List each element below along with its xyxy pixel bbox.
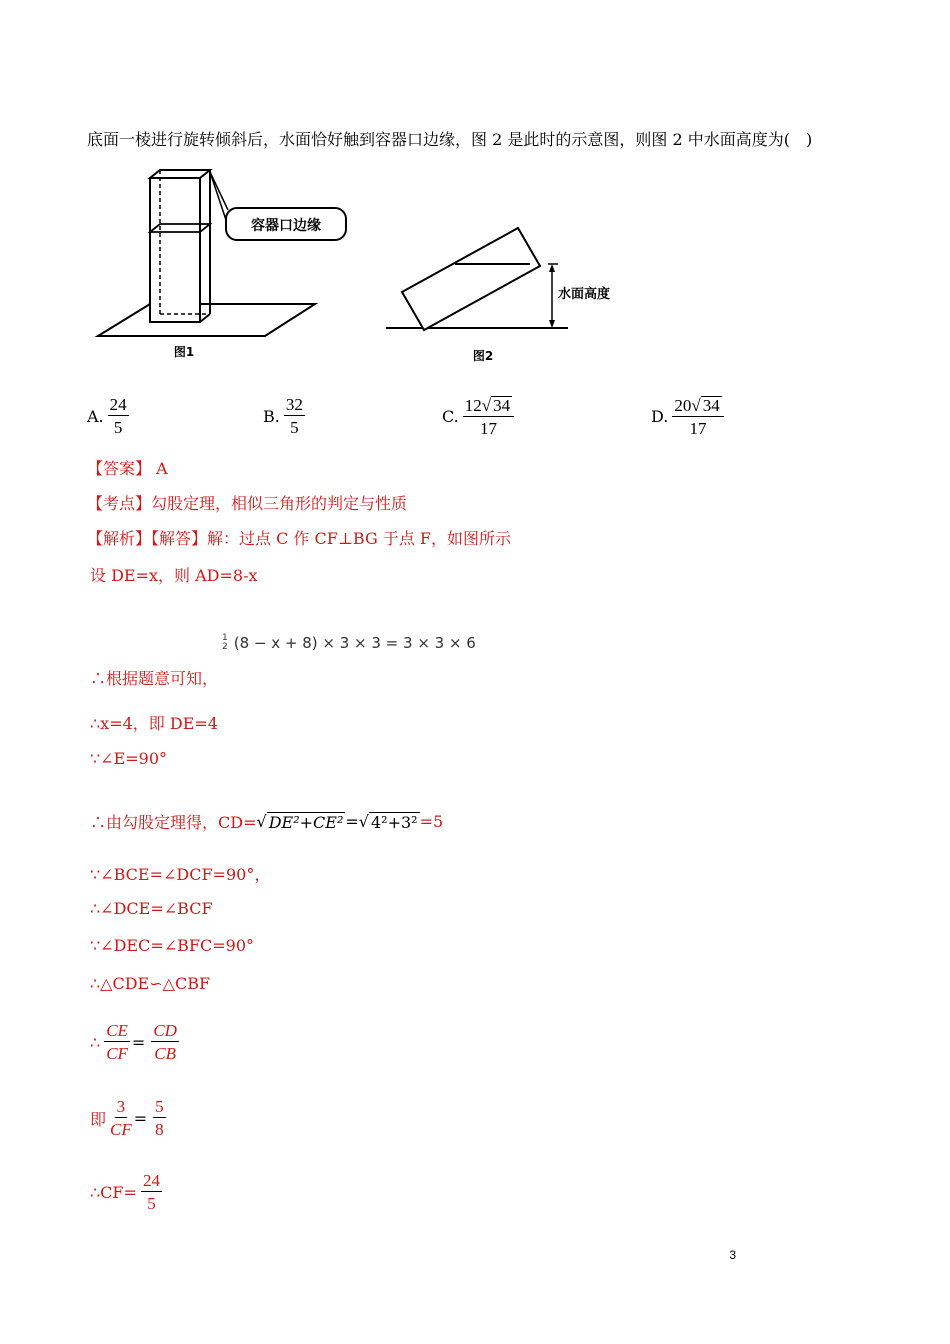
fig1-caption: 图1 — [173, 345, 195, 359]
callout-text: 容器口边缘 — [251, 218, 321, 234]
option-c[interactable]: C. $\frac{12√ 34}{17}$ — [442, 396, 514, 437]
figure-1 — [90, 160, 350, 365]
option-d[interactable]: D. $\frac{20√ 34}{17}$ — [651, 396, 724, 437]
tilted-container — [402, 228, 540, 330]
ratio-1: ∴ $\frac{CE}{CF}$ = $\frac{CD}{CB}$ — [90, 1021, 177, 1063]
option-a[interactable]: A. $\frac{24}{5}$ — [87, 395, 127, 437]
base-plane — [98, 304, 315, 336]
fig2-caption: 图2 — [472, 349, 494, 363]
line-8: ∴△CDE∽△CBF — [90, 974, 211, 993]
figure-2 — [380, 220, 620, 370]
container-top — [150, 170, 210, 178]
answer: 【答案】 A — [87, 459, 168, 478]
line-5: ∵∠BCE=∠DCF=90°， — [90, 865, 271, 884]
ratio-2: 即 $\frac{3}{CF}$ = $\frac{5}{8}$ — [90, 1097, 164, 1139]
analysis: 【解析】【解答】解：过点 C 作 CF⊥BG 于点 F，如图所示 — [87, 529, 512, 548]
equation-image: 1 2 (8 − x + 8) × 3 × 3 = 3 × 3 × 6 — [222, 633, 476, 652]
page-number: 3 — [729, 1248, 736, 1262]
line-6: ∴∠DCE=∠BCF — [90, 899, 213, 918]
height-label: 水面高度 — [558, 287, 611, 302]
ratio-3: ∴CF= $\frac{24}{5}$ — [90, 1171, 160, 1213]
option-b[interactable]: B. $\frac{32}{5}$ — [263, 395, 303, 437]
question-text: 底面一棱进行旋转倾斜后，水面恰好触到容器口边缘，图 2 是此时的示意图，则图 2 中水面高度为( ) — [87, 130, 813, 149]
line-7: ∵∠DEC=∠BFC=90° — [90, 936, 255, 955]
line-2: ∴x=4，即 DE=4 — [90, 714, 218, 733]
topic: 【考点】勾股定理，相似三角形的判定与性质 — [87, 494, 408, 513]
set-de: 设 DE=x，则 AD=8-x — [90, 566, 258, 585]
line-3: ∵∠E=90° — [90, 749, 168, 768]
line-1: ∴根据题意可知， — [90, 669, 219, 688]
line-4: ∴由勾股定理得，CD= √ DE²+CE² = √ 4²+3² =5 — [90, 812, 444, 832]
container-front — [150, 178, 200, 322]
